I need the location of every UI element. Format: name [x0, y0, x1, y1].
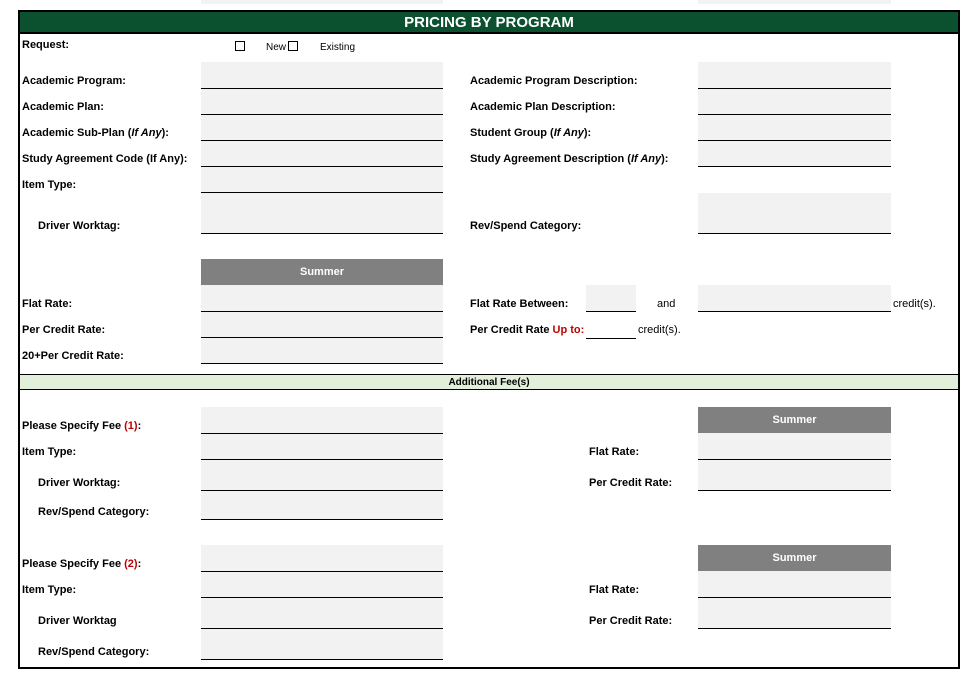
- academic-sub-plan-field[interactable]: [201, 115, 443, 141]
- item-type-label: Item Type:: [22, 179, 77, 191]
- fee2-flat-rate-field[interactable]: [698, 571, 891, 598]
- up-to-text: Up to:: [552, 324, 585, 336]
- top-partial-field-left: [201, 0, 443, 4]
- student-group-if-any: If Any: [553, 127, 584, 139]
- fee2-specify-field[interactable]: [201, 545, 443, 572]
- fee2-summer-header: Summer: [698, 545, 891, 571]
- academic-program-field[interactable]: [201, 62, 443, 89]
- sub-plan-if-any: If Any: [131, 127, 162, 139]
- credits2-label: credit(s).: [638, 324, 681, 336]
- fee2-rev-spend-label: Rev/Spend Category:: [38, 646, 150, 658]
- fee2-rev-spend-field[interactable]: [201, 629, 443, 660]
- summer-header: Summer: [201, 259, 443, 285]
- flat-rate-field[interactable]: [201, 285, 443, 312]
- student-group-suffix: ):: [583, 127, 592, 139]
- program-description-label: Academic Program Description:: [470, 75, 638, 87]
- driver-worktag-field[interactable]: [201, 193, 443, 234]
- driver-worktag-label: Driver Worktag:: [38, 220, 121, 232]
- existing-checkbox[interactable]: [288, 41, 298, 51]
- fee1-driver-worktag-field[interactable]: [201, 460, 443, 491]
- fee1-per-credit-rate-field[interactable]: [698, 460, 891, 491]
- fee2-item-type-label: Item Type:: [22, 584, 77, 596]
- fee1-per-credit-rate-label: Per Credit Rate:: [589, 477, 673, 489]
- academic-sub-plan-label: [22, 127, 169, 139]
- fee2-item-type-field[interactable]: [201, 572, 443, 598]
- academic-plan-field[interactable]: [201, 89, 443, 115]
- fee2-number: (2): [124, 558, 138, 570]
- sad-prefix: Study Agreement Description (: [470, 153, 631, 165]
- additional-fees-band: [20, 374, 958, 390]
- additional-fees-header: Additional Fee(s): [448, 376, 530, 388]
- page-title: PRICING BY PROGRAM: [404, 13, 574, 31]
- fee2-per-credit-rate-label: Per Credit Rate:: [589, 615, 673, 627]
- sub-plan-suffix: ):: [161, 127, 169, 139]
- plan-description-label: Academic Plan Description:: [470, 101, 616, 113]
- fee1-specify-prefix: Please Specify Fee: [22, 420, 125, 432]
- flat-rate-between-label: Flat Rate Between:: [470, 298, 569, 310]
- per-credit-rate-field[interactable]: [201, 312, 443, 338]
- plan-description-field[interactable]: [698, 89, 891, 115]
- twenty-plus-rate-label: 20+Per Credit Rate:: [22, 350, 124, 362]
- fee1-colon: :: [137, 420, 142, 432]
- existing-label: Existing: [320, 42, 356, 53]
- top-partial-field-right: [698, 0, 891, 4]
- fee1-driver-worktag-label: Driver Worktag:: [38, 477, 121, 489]
- fee1-summer-header: Summer: [698, 407, 891, 433]
- new-label: New: [266, 42, 287, 53]
- study-agreement-description-label: [470, 153, 668, 165]
- fee1-flat-rate-field[interactable]: [698, 433, 891, 460]
- fee2-specify-label: [22, 558, 141, 570]
- item-type-field[interactable]: [201, 167, 443, 193]
- fee1-item-type-label: Item Type:: [22, 446, 77, 458]
- flat-rate-between-min-field[interactable]: [586, 285, 636, 312]
- fee1-rev-spend-field[interactable]: [201, 491, 443, 520]
- fee1-rev-spend-label: Rev/Spend Category:: [38, 506, 150, 518]
- study-agreement-description-field[interactable]: [698, 141, 891, 167]
- sad-if-any: If Any: [630, 153, 662, 165]
- credits-label: credit(s).: [893, 298, 936, 310]
- study-agreement-code-field[interactable]: [201, 141, 443, 167]
- fee1-item-type-field[interactable]: [201, 434, 443, 460]
- new-checkbox[interactable]: [235, 41, 245, 51]
- academic-program-label: Academic Program:: [22, 75, 126, 87]
- per-credit-up-to-label: [470, 324, 584, 336]
- study-agreement-code-label: Study Agreement Code (If Any):: [22, 153, 188, 165]
- program-description-field[interactable]: [698, 62, 891, 89]
- sad-suffix: ):: [661, 153, 669, 165]
- per-credit-rate-label: Per Credit Rate:: [22, 324, 106, 336]
- fee2-flat-rate-label: Flat Rate:: [589, 584, 640, 596]
- fee2-colon: :: [137, 558, 142, 570]
- fee2-per-credit-rate-field[interactable]: [698, 598, 891, 629]
- fee2-driver-worktag-field[interactable]: [201, 598, 443, 629]
- flat-rate-label: Flat Rate:: [22, 298, 73, 310]
- flat-rate-between-max-field[interactable]: [698, 285, 891, 312]
- title-bar: [20, 12, 958, 34]
- student-group-prefix: Student Group (: [470, 127, 554, 139]
- fee2-driver-worktag-label: Driver Worktag: [38, 615, 117, 627]
- request-label: Request:: [22, 39, 70, 51]
- sub-plan-prefix: Academic Sub-Plan (: [22, 127, 132, 139]
- per-credit-up-to-prefix: Per Credit Rate: [470, 324, 553, 336]
- academic-plan-label: Academic Plan:: [22, 101, 104, 113]
- twenty-plus-rate-field[interactable]: [201, 338, 443, 364]
- student-group-field[interactable]: [698, 115, 891, 141]
- fee1-specify-label: [22, 420, 141, 432]
- per-credit-up-to-field[interactable]: [586, 320, 636, 339]
- rev-spend-field[interactable]: [698, 193, 891, 234]
- fee1-specify-field[interactable]: [201, 407, 443, 434]
- and-label: and: [657, 298, 676, 310]
- fee1-number: (1): [124, 420, 138, 432]
- rev-spend-label: Rev/Spend Category:: [470, 220, 582, 232]
- fee1-flat-rate-label: Flat Rate:: [589, 446, 640, 458]
- student-group-label: [470, 127, 591, 139]
- fee2-specify-prefix: Please Specify Fee: [22, 558, 125, 570]
